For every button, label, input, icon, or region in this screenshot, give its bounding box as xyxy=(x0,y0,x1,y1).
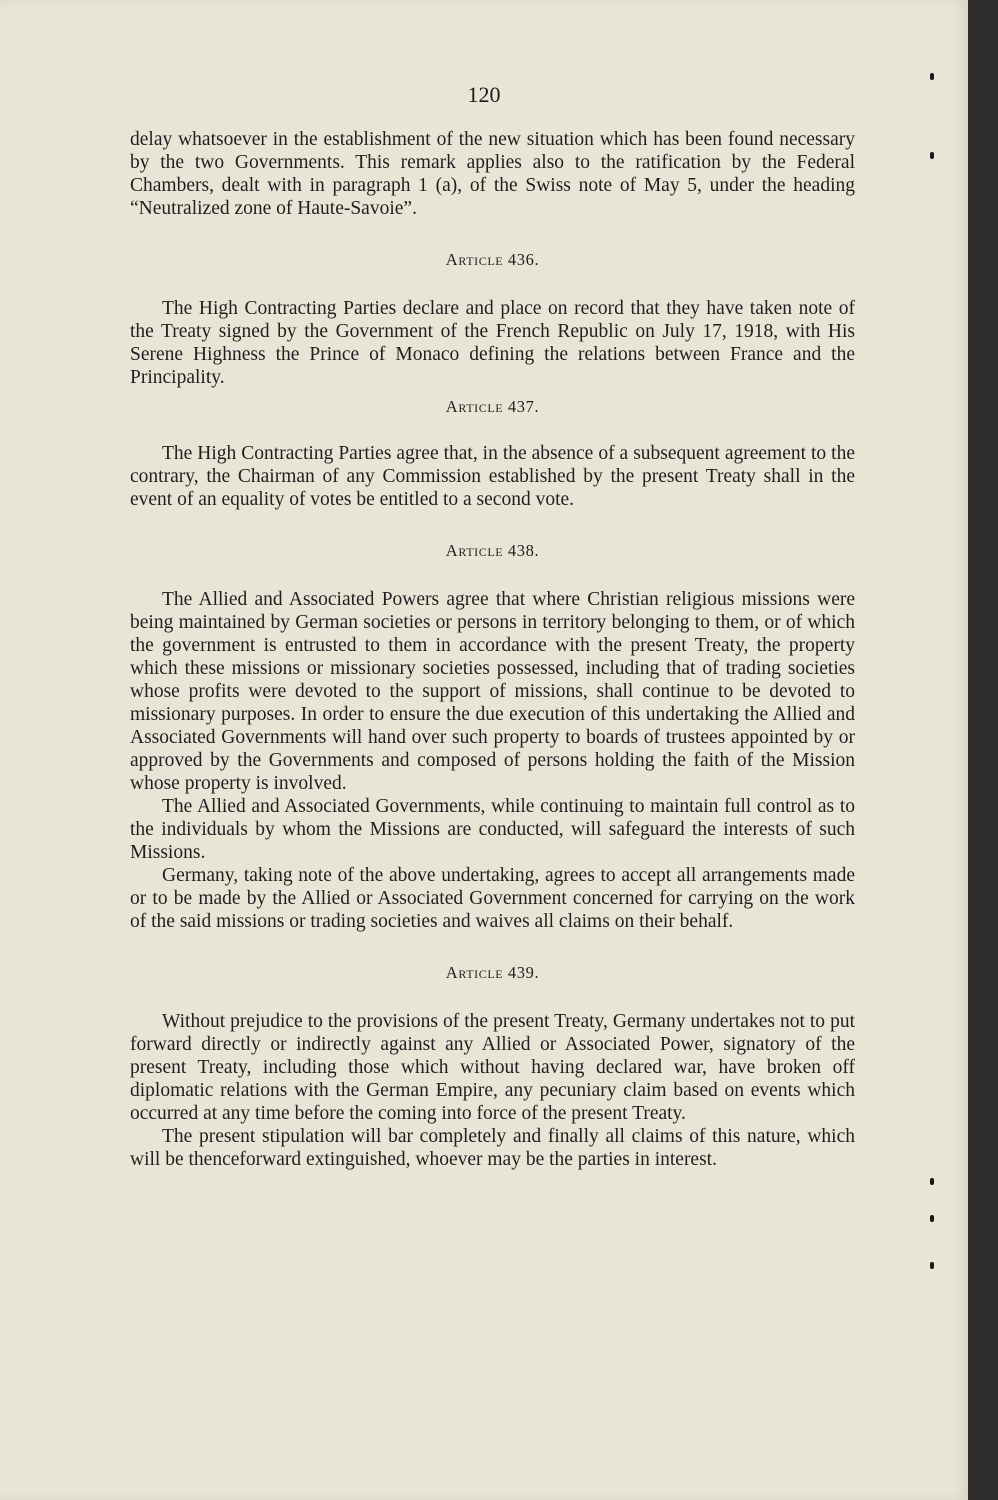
page-body xyxy=(130,128,855,1171)
scan-mark xyxy=(930,73,934,80)
article-439-paragraph-2: The present stipulation will bar completely and finally all claims of this nature, which will be thenceforward extinguished, whoever may be the parties in interest. xyxy=(130,1126,855,1170)
article-438-paragraph-1: The Allied and Associated Powers agree that where Christian religious missions were being maintained by German societies or persons in territory belonging to them, or of which the government is entrusted to them in accordance with the present Treaty, the property which these missions or missionary societies possessed, including that of trading societies whose profits were devoted to the support of missions, shall continue to be devoted to missionary purposes. In order to ensure the due execution of this undertaking the Allied and Associated Governments will hand over such property to boards of trustees appointed by or approved by the Governments and composed of persons holding the faith of the Mission whose property is involved. xyxy=(130,589,855,794)
article-heading-438: Article 438. xyxy=(445,541,540,560)
article-heading-439: Article 439. xyxy=(445,963,540,982)
article-436-paragraph: The High Contracting Parties declare and place on record that they have taken note of the Treaty signed by the Government of the French Republic on July 17, 1918, with His Serene Highness the Prince of Monaco defining the relations between France and the Principality. xyxy=(130,298,855,388)
scan-mark xyxy=(930,1178,934,1185)
scan-mark xyxy=(930,1215,934,1222)
article-heading-437: Article 437. xyxy=(445,397,540,416)
article-438-paragraph-3: Germany, taking note of the above undertaking, agrees to accept all arrangements made or to be made by the Allied or Associated Government concerned for carrying on the work of the said missions or trading societies and waives all claims on their behalf. xyxy=(130,865,855,932)
intro-paragraph: delay whatsoever in the establishment of the new situation which has been found necessary by the two Governments. This remark applies also to the ratification by the Federal Chambers, dealt with in paragraph 1 (a), of the Swiss note of May 5, under the heading “Neutralized zone of Haute-Savoie”. xyxy=(130,129,855,219)
scan-mark xyxy=(930,1262,934,1269)
article-437-paragraph: The High Contracting Parties agree that, in the absence of a subsequent agreement to the contrary, the Chairman of any Commission established by the present Treaty shall in the event of an equality of votes be entitled to a second vote. xyxy=(130,443,855,510)
scan-mark xyxy=(930,152,934,159)
article-439-paragraph-1: Without prejudice to the provisions of the present Treaty, Germany undertakes not to put forward directly or indirectly against any Allied or Associated Power, signatory of the present Treaty, including those which without having declared war, have broken off diplomatic relations with the German Empire, any pecuniary claim based on events which occurred at any time before the coming into force of the present Treaty. xyxy=(130,1011,855,1124)
page-number: 120 xyxy=(467,82,501,107)
article-heading-436: Article 436. xyxy=(445,250,540,269)
article-438-paragraph-2: The Allied and Associated Governments, while continuing to maintain full control as to the individuals by whom the Missions are conducted, will safeguard the interests of such Missions. xyxy=(130,796,855,863)
